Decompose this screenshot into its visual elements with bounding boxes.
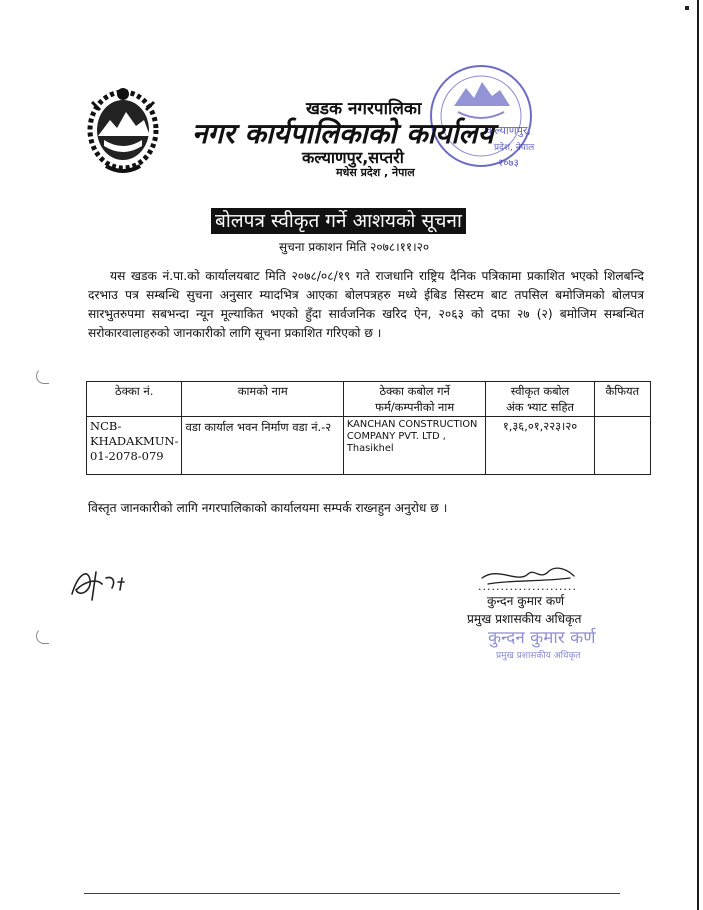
signatory-name: कुन्दन कुमार कर्ण xyxy=(487,594,565,608)
cell-code: NCB-KHADAKMUN-01-2078-079 xyxy=(87,417,182,475)
col-header-firm xyxy=(343,382,485,417)
punch-hole-mark xyxy=(36,628,49,644)
signature-dots: ...................... xyxy=(478,580,577,593)
cell-firm-location: Thasikhel xyxy=(346,443,394,454)
award-table xyxy=(86,381,651,475)
col-header-amount xyxy=(486,382,594,417)
nepal-emblem-icon xyxy=(84,80,162,176)
cell-work: वडा कार्याल भवन निर्माण वडा नं.-२ xyxy=(182,417,343,475)
municipality-name: खडक नगरपालिका xyxy=(306,99,422,119)
notice-body xyxy=(88,267,644,343)
office-name: नगर कार्यपालिकाको कार्यालय xyxy=(192,117,494,150)
signature-left-icon xyxy=(66,564,138,604)
svg-text:कल्याणपुर,: कल्याणपुर, xyxy=(486,124,531,137)
punch-hole-mark xyxy=(36,368,49,384)
col-header-work: कामको नाम xyxy=(182,382,343,417)
scan-speck xyxy=(685,6,689,10)
col-header-code: ठेक्का नं. xyxy=(87,382,182,417)
svg-text:२०७३: २०७३ xyxy=(498,158,519,169)
table-row xyxy=(87,417,651,475)
col-header-remarks: कैफियत xyxy=(594,382,650,417)
col-header-amount-line2: अंक भ्याट सहित xyxy=(506,400,574,414)
notice-title: बोलपत्र स्वीकृत गर्ने आशयको सूचना xyxy=(211,208,466,234)
cell-remarks xyxy=(594,417,650,475)
province-name: मधेस प्रदेश , नेपाल xyxy=(336,166,415,179)
name-stamp-role: प्रमुख प्रशासकीय अधिकृत xyxy=(496,651,581,661)
notice-paragraph: यस खडक नं.पा.को कार्यालयबाट मिति २०७८/०८/१९ गते राजधानि राष्ट्रिय दैनिक पत्रिकामा प्रकाशित भएको शिलबन्दि दरभाउ पत्र सम्बन्धि सुचना अनुसार म्यादभित्र आएका बोलपत्रहरु मध्ये ईबिड सिस्टम बाट तपसिल बमोजिमको बोलपत्र सारभुतरुपमा सबभन्दा न्यून मूल्याकित भएको हुँदा सार्वजनिक खरिद ऐन, २०६३ को दफा २७ (२) बमोजिम सम्बन्धित सरोकारवालाहरुको जानकारीको लागि सूचना प्रकाशित गरिएको छ । xyxy=(88,269,644,340)
signatory-designation: प्रमुख प्रशासकीय अधिकृत xyxy=(467,612,582,626)
col-header-firm-line1: ठेक्का कबोल गर्ने xyxy=(379,384,450,398)
col-header-amount-line1: स्वीकृत कबोल xyxy=(510,384,570,398)
cell-firm xyxy=(343,417,485,475)
cell-firm-name: KANCHAN CONSTRUCTION COMPANY PVT. LTD , xyxy=(346,419,478,442)
office-address: कल्याणपुर,सप्तरी xyxy=(302,148,404,167)
scan-edge xyxy=(697,0,699,910)
name-stamp xyxy=(488,625,596,665)
contact-note: विस्तृत जानकारीको लागि नगरपालिकाको कार्यालयमा सम्पर्क राख्नहुन अनुरोध छ । xyxy=(88,501,448,515)
cell-amount: १,३६,०१,२२३।२० xyxy=(486,417,594,475)
name-stamp-name: कुन्दन कुमार कर्ण xyxy=(488,628,596,648)
footer-rule xyxy=(84,893,620,894)
col-header-firm-line2: फर्म/कम्पनीको नाम xyxy=(375,400,455,414)
svg-text:प्रदेश, नेपाल: प्रदेश, नेपाल xyxy=(494,143,535,153)
publication-date: सुचना प्रकाशन मिति २०७८।११।२० xyxy=(279,240,430,254)
table-header-row xyxy=(87,382,651,417)
